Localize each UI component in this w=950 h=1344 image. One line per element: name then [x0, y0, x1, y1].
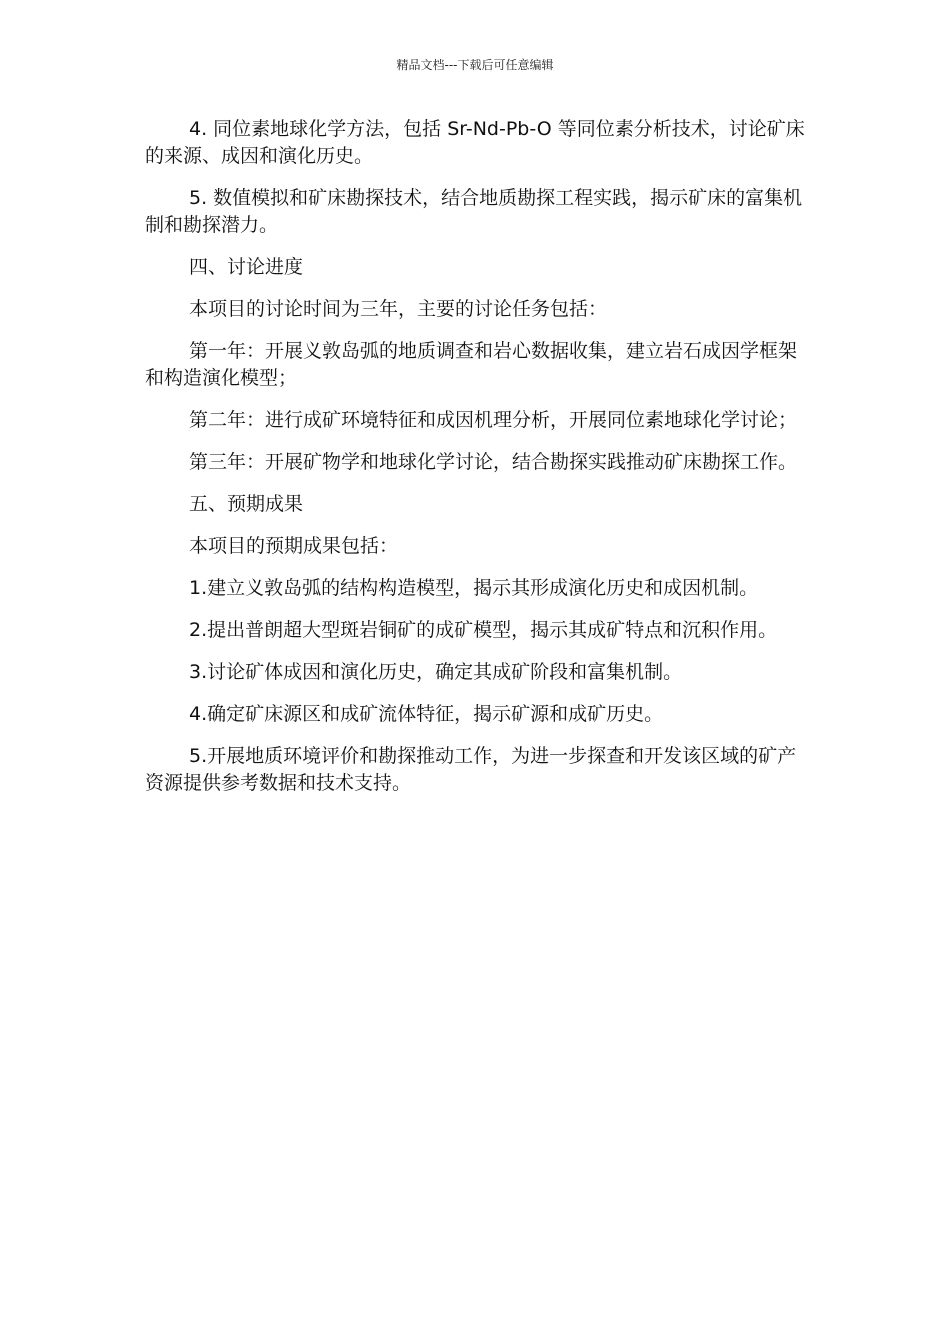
page-header: 精品文档---下载后可任意编辑 — [396, 58, 554, 72]
paragraph-outcome-2: 2.提出普朗超大型斑岩铜矿的成矿模型，揭示其成矿特点和沉积作用。 — [189, 619, 778, 641]
section-heading-progress: 四、讨论进度 — [189, 256, 304, 278]
paragraph-outcome-3: 3.讨论矿体成因和演化历史，确定其成矿阶段和富集机制。 — [189, 661, 683, 683]
paragraph-year-2: 第二年：进行成矿环境特征和成因机理分析，开展同位素地球化学讨论； — [189, 409, 798, 431]
document-body — [145, 116, 805, 812]
paragraph-method-5: 5. 数值模拟和矿床勘探技术，结合地质勘探工程实践，揭示矿床的富集机制和勘探潜力。 — [145, 187, 803, 236]
paragraph-outcomes-intro: 本项目的预期成果包括： — [189, 535, 399, 557]
paragraph-outcome-4: 4.确定矿床源区和成矿流体特征，揭示矿源和成矿历史。 — [189, 703, 664, 725]
section-heading-outcomes: 五、预期成果 — [189, 493, 304, 515]
paragraph-method-4: 4. 同位素地球化学方法，包括 Sr-Nd-Pb-O 等同位素分析技术，讨论矿床的来源、成因和演化历史。 — [145, 118, 805, 167]
paragraph-year-1: 第一年：开展义敦岛弧的地质调查和岩心数据收集，建立岩石成因学框架和构造演化模型； — [145, 340, 798, 389]
paragraph-outcome-5: 5.开展地质环境评价和勘探推动工作，为进一步探查和开发该区域的矿产资源提供参考数据和技术支持。 — [145, 745, 797, 794]
paragraph-progress-intro: 本项目的讨论时间为三年，主要的讨论任务包括： — [189, 298, 608, 320]
paragraph-outcome-1: 1.建立义敦岛弧的结构构造模型，揭示其形成演化历史和成因机制。 — [189, 577, 759, 599]
paragraph-year-3: 第三年：开展矿物学和地球化学讨论，结合勘探实践推动矿床勘探工作。 — [189, 451, 798, 473]
